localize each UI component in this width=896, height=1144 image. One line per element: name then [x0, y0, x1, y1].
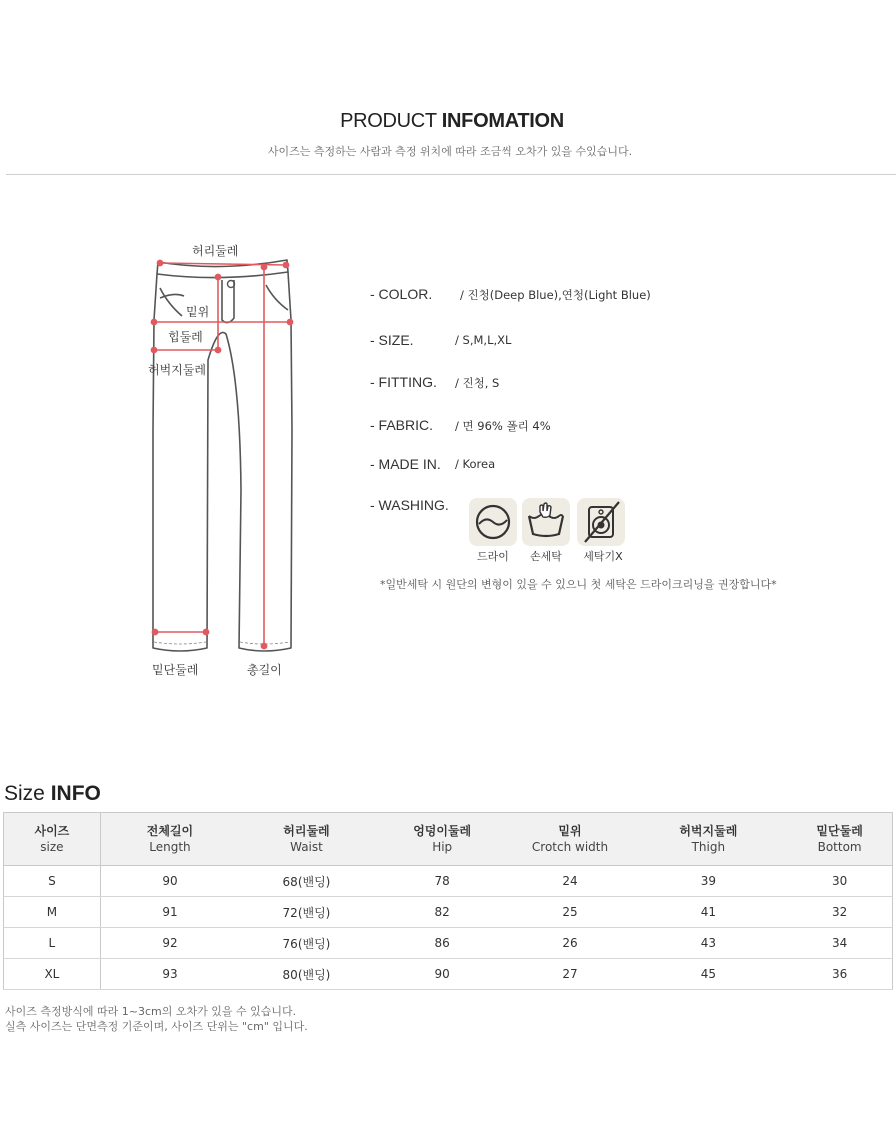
label-hip: 힙둘레: [168, 330, 203, 344]
label-length: 총길이: [247, 663, 282, 677]
table-row: L 92 76(밴딩) 86 26 43 34: [4, 928, 893, 959]
label-crotch: 밑위: [186, 305, 210, 319]
washing-note: *일반세탁 시 원단의 변형이 있을 수 있으니 첫 세탁은 드라이크리닝을 권장합니다*: [380, 578, 777, 591]
spec-value: / S,M,L,XL: [455, 333, 512, 347]
no-machine-wash-icon: [577, 498, 625, 546]
col-header-thigh: 허벅지둘레 Thigh: [629, 813, 787, 866]
size-notes: [5, 1004, 308, 1034]
wash-label-dry: 드라이: [477, 550, 509, 563]
spec-value: / 진청, S: [455, 376, 500, 390]
title-light: PRODUCT: [340, 110, 437, 132]
label-bottom: 밑단둘레: [152, 663, 199, 677]
col-header-size: 사이즈 size: [4, 813, 101, 866]
pants-outline-icon: [140, 230, 310, 690]
size-title-bold: INFO: [50, 782, 101, 805]
pants-measurement-diagram: [140, 230, 310, 690]
spec-value: / 진청(Deep Blue),연청(Light Blue): [460, 288, 651, 302]
header-divider: [6, 174, 896, 175]
spec-key: - FABRIC.: [370, 417, 434, 433]
spec-value: / Korea: [455, 457, 496, 471]
size-title-light: Size: [4, 782, 45, 805]
spec-value: / 면 96% 폴리 4%: [455, 419, 551, 433]
spec-key: - MADE IN.: [370, 456, 441, 472]
spec-key: - WASHING.: [370, 497, 449, 513]
col-header-waist: 허리둘레 Waist: [239, 813, 374, 866]
label-waist: 허리둘레: [192, 244, 239, 258]
size-table: [3, 812, 893, 990]
page-subtitle: 사이즈는 측정하는 사람과 측정 위치에 따라 조금씩 오차가 있을 수있습니다.: [267, 145, 633, 158]
dry-clean-icon: [469, 498, 517, 546]
size-note-line: 사이즈 측정방식에 따라 1~3cm의 오차가 있을 수 있습니다.: [5, 1005, 297, 1018]
col-header-crotch: 밑위 Crotch width: [511, 813, 630, 866]
hand-wash-icon: [522, 498, 570, 546]
col-header-bottom: 밑단둘레 Bottom: [787, 813, 892, 866]
table-row: M 91 72(밴딩) 82 25 41 32: [4, 897, 893, 928]
size-info-title: [4, 782, 101, 806]
col-header-length: 전체길이 Length: [100, 813, 239, 866]
wash-label-no-machine: 세탁기X: [583, 550, 623, 563]
label-thigh: 허벅지둘레: [148, 363, 206, 377]
title-bold: INFOMATION: [441, 110, 564, 132]
spec-key: - SIZE.: [370, 332, 414, 348]
table-row: S 90 68(밴딩) 78 24 39 30: [4, 866, 893, 897]
table-header-row: [4, 813, 893, 866]
spec-key: - COLOR.: [370, 286, 433, 302]
table-row: XL 93 80(밴딩) 90 27 45 36: [4, 959, 893, 990]
wash-label-hand: 손세탁: [530, 550, 562, 563]
size-note-line: 실측 사이즈는 단면측정 기준이며, 사이즈 단위는 "cm" 입니다.: [5, 1020, 308, 1033]
col-header-hip: 엉덩이둘레 Hip: [374, 813, 511, 866]
spec-key: - FITTING.: [370, 374, 437, 390]
page-title: [0, 110, 896, 133]
